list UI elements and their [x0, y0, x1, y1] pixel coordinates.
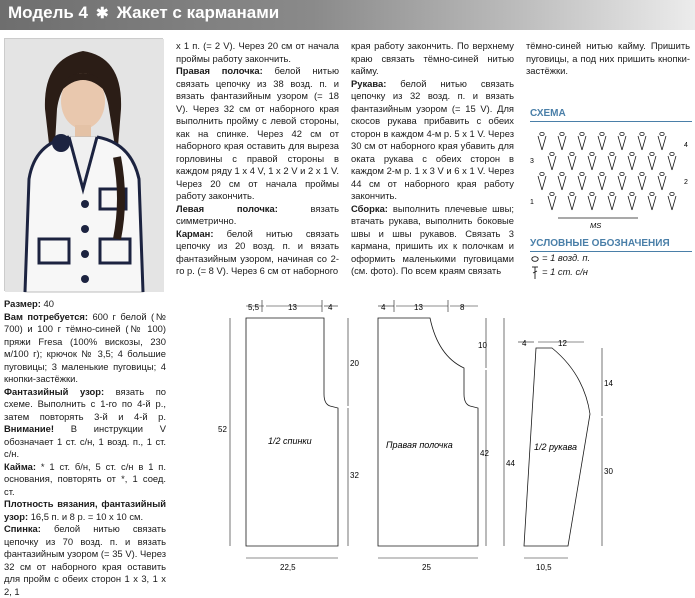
back-body-dim: 32: [350, 471, 359, 480]
back-bottom-dim: 22,5: [280, 563, 296, 572]
chain-stitch: [620, 172, 624, 175]
materials-value: 600 г белой (№ 700) и 100 г тёмно-синей (№ 100) пряжи Fresa (100% вискозы, 230 м/100 г); крючок № 3,5; 4 большие пуговицы; 3 маленькие пуговицы; 4 кнопки-застёжки.: [4, 310, 166, 384]
double-crochet-symbol: [530, 266, 540, 280]
chain-stitch: [610, 192, 614, 195]
edge-label: Кайма:: [4, 460, 36, 472]
dc-stitch: [632, 196, 636, 210]
back-cont: х 1 п. (= 2 V). Через 20 см от начала проймы работу закончить.: [176, 40, 339, 64]
sleeve-value: белой нитью связать цепочку из 32 возд. п. и вязать фантазийным узором (= 15 V). Для скосов рукава прибавить с обеих сторон в каждом 4-м р. 5 х 1 V. Через 30 см от наборного края убавить для оката рукава с обеих сторон в каждом 2-м р. 1 х 3 V и 6 х 1 V. Через 44 см от наборного края работу закончить.: [351, 77, 514, 201]
back-value: белой нитью связать цепочку из 70 возд. п. и вязать фантазийным узором (= 35 V). Через 32 см от наборного края оставить для пройм с обеих сторон 1 х 3, 1 х 2, 1: [4, 523, 166, 597]
pattern-value: вязать по схеме. Выполнить с 1-го по 4-й р., затем повторять 3-й и 4-й р.: [4, 385, 166, 422]
dc-stitch: [598, 176, 602, 190]
dc-stitch: [602, 136, 606, 150]
back-armhole-dim: 20: [350, 359, 359, 368]
crochet-pattern-chart: [528, 124, 693, 236]
sleeve-body-dim: 30: [604, 467, 613, 476]
column-3-text: [351, 40, 514, 278]
chain-stitch: [560, 172, 564, 175]
chain-stitch: [590, 152, 594, 155]
back-label: 1/2 спинки: [268, 436, 312, 446]
chain-symbol: [530, 254, 540, 264]
dc-stitch: [548, 196, 552, 210]
dc-stitch: [642, 176, 646, 190]
front-neck-dim: 10: [478, 341, 487, 350]
pocket-value: белой нитью связать цепочку из 20 возд. п. и вязать фантазийным узором, начиная со 2-го р. (= 8 V). Через 6 см от наборного: [176, 227, 339, 276]
attention-label: Внимание!: [4, 423, 54, 434]
dc-stitch: [612, 196, 616, 210]
chain-stitch: [640, 172, 644, 175]
row-number-4: 4: [684, 142, 688, 149]
back-top-left: 5,5: [248, 303, 260, 312]
front-top-left: 4: [381, 303, 386, 312]
chain-stitch: [630, 192, 634, 195]
back-outline: [246, 318, 338, 546]
dc-stitch: [568, 196, 572, 210]
assembly-cont: тёмно-синей нитью кайму. Пришить пуговицы, а под них пришить кнопки-застёжки.: [526, 40, 690, 76]
dc-stitch: [662, 136, 666, 150]
dc-stitch: [552, 156, 556, 170]
attention-value: В инструкции V обозначает 1 ст. с/н, 1 возд. п., 1 ст. с/н.: [4, 423, 166, 459]
dc-stitch: [618, 176, 622, 190]
row-number-2: 2: [684, 179, 688, 186]
sleeve-label: Рукава:: [351, 77, 387, 89]
model-number: Модель 4: [8, 3, 88, 22]
chain-stitch: [600, 172, 604, 175]
dc-stitch: [542, 176, 546, 190]
chain-stitch: [570, 152, 574, 155]
dc-stitch: [568, 156, 572, 170]
edge-value: * 1 ст. б/н, 5 ст. с/н в 1 п. основания, повторять от *, 1 соед. ст.: [4, 460, 166, 497]
dc-stitch: [552, 196, 556, 210]
chain-stitch: [610, 152, 614, 155]
sleeve-cap-dim: 14: [604, 379, 613, 388]
dc-stitch: [602, 176, 606, 190]
chain-stitch: [650, 192, 654, 195]
dc-stitch: [538, 136, 542, 150]
dc-stitch: [628, 196, 632, 210]
dc-stitch: [628, 156, 632, 170]
pattern-schematics: [218, 296, 694, 576]
size-value: 40: [40, 298, 54, 309]
dc-stitch: [648, 196, 652, 210]
materials-label: Вам потребуется:: [4, 310, 89, 322]
front-bottom-dim: 25: [422, 563, 431, 572]
front-label: Правая полочка: [386, 440, 453, 450]
size-label: Размер:: [4, 298, 41, 309]
dc-stitch: [542, 136, 546, 150]
chain-stitch: [550, 152, 554, 155]
dc-stitch: [672, 196, 676, 210]
chain-stitch: [660, 172, 664, 175]
dc-stitch: [572, 196, 576, 210]
chain-stitch: [670, 152, 674, 155]
assembly-value: выполнить плечевые швы; втачать рукава, выполнить боковые швы и швы рукавов. Связать 3 кармана, пришить их к полочкам и оформить маленькими пуговицами (см. фото). По всем краям связать: [351, 202, 514, 276]
model-photo: [4, 38, 163, 291]
chain-stitch: [620, 132, 624, 135]
chain-stitch: [630, 152, 634, 155]
chain-stitch: [640, 132, 644, 135]
column-4-text: [526, 40, 690, 78]
right-front-label: Правая полочка:: [176, 65, 263, 76]
dc-stitch: [558, 176, 562, 190]
back-top-right: 4: [328, 303, 333, 312]
density-value: 16,5 п. и 8 р. = 10 х 10 см.: [28, 510, 144, 522]
row-number-1: 1: [530, 199, 534, 206]
front-full-dim: 44: [506, 459, 515, 468]
column-2-text: [176, 40, 339, 278]
row-number-3: 3: [530, 158, 534, 165]
page-header: [0, 0, 695, 30]
column-1-text: [4, 298, 166, 598]
schema-rule: [530, 121, 692, 122]
dc-stitch: [578, 136, 582, 150]
model-illustration: [5, 39, 164, 292]
dc-stitch: [672, 156, 676, 170]
dc-stitch: [588, 196, 592, 210]
front-right-dim: 42: [480, 449, 489, 458]
front-outline: [378, 318, 478, 546]
front-top-right: 8: [460, 303, 465, 312]
ms-label: MS: [590, 221, 602, 230]
dc-stitch: [648, 156, 652, 170]
dc-stitch: [572, 156, 576, 170]
dc-stitch: [638, 136, 642, 150]
dc-stitch: [622, 176, 626, 190]
chain-stitch: [560, 132, 564, 135]
dc-stitch: [652, 156, 656, 170]
chain-stitch: [660, 132, 664, 135]
dc-stitch: [668, 156, 672, 170]
dc-stitch: [562, 136, 566, 150]
dc-stitch: [662, 176, 666, 190]
dc-stitch: [588, 156, 592, 170]
dc-stitch: [582, 176, 586, 190]
dc-stitch: [608, 156, 612, 170]
sleeve-label: 1/2 рукава: [534, 442, 577, 452]
dc-stitch: [612, 156, 616, 170]
chain-stitch: [600, 132, 604, 135]
chain-stitch: [590, 192, 594, 195]
model-title: Жакет с карманами: [116, 3, 280, 22]
left-front-value: вязать симметрично.: [176, 202, 339, 226]
sleeve-bottom-dim: 10,5: [536, 563, 552, 572]
dc-stitch: [622, 136, 626, 150]
sleeve-top-mid: 12: [558, 339, 567, 348]
dc-stitch: [618, 136, 622, 150]
back-label: Спинка:: [4, 523, 41, 534]
chain-stitch: [570, 192, 574, 195]
chain-stitch: [670, 192, 674, 195]
pocket-label: Карман:: [176, 227, 214, 239]
legend-dc: = 1 ст. с/н: [542, 266, 588, 277]
legend-chain: = 1 возд. п.: [542, 252, 591, 263]
front-top-mid: 13: [414, 303, 423, 312]
dc-stitch: [658, 136, 662, 150]
pocket-cont: края работу закончить. По верхнему краю связать тёмно-синей нитью кайму.: [351, 40, 514, 76]
dc-stitch: [642, 136, 646, 150]
dc-stitch: [582, 136, 586, 150]
density-label: Плотность вязания, фантазийный узор:: [4, 498, 166, 522]
dc-stitch: [562, 176, 566, 190]
dc-stitch: [578, 176, 582, 190]
back-top-mid: 13: [288, 303, 297, 312]
chain-stitch: [550, 192, 554, 195]
right-front-value: белой нитью связать цепочку из 38 возд. п. и вязать фантазийным узором (= 18 V). Через 32 см от наборного края выполнить пройму с левой стороны, как на спинке. Через 42 см от наборного края оставить для выреза горловины с правой стороны в каждом ряду 1 х 4 V, 1 х 2 V и 2 х 1 V. Через 20 см от начала проймы работу закончить.: [176, 65, 339, 201]
left-front-label: Левая полочка:: [176, 202, 278, 214]
dc-stitch: [548, 156, 552, 170]
dc-stitch: [598, 136, 602, 150]
dc-stitch: [658, 176, 662, 190]
chain-stitch: [650, 152, 654, 155]
back-left-dim: 52: [218, 425, 227, 434]
dc-stitch: [638, 176, 642, 190]
dc-stitch: [558, 136, 562, 150]
dc-stitch: [652, 196, 656, 210]
chain-stitch: [540, 132, 544, 135]
chain-stitch: [540, 172, 544, 175]
dc-stitch: [608, 196, 612, 210]
dc-stitch: [592, 156, 596, 170]
dc-stitch: [538, 176, 542, 190]
assembly-label: Сборка:: [351, 202, 388, 214]
dc-stitch: [632, 156, 636, 170]
header-title: [8, 3, 279, 23]
chain-stitch: [580, 132, 584, 135]
legend-title: УСЛОВНЫЕ ОБОЗНАЧЕНИЯ: [530, 238, 670, 249]
schema-title: СХЕМА: [530, 108, 566, 119]
chain-stitch: [580, 172, 584, 175]
star-icon: ✱: [96, 5, 109, 22]
dc-stitch: [592, 196, 596, 210]
sleeve-top-left: 4: [522, 339, 527, 348]
pattern-label: Фантазийный узор:: [4, 385, 105, 397]
dc-stitch: [668, 196, 672, 210]
